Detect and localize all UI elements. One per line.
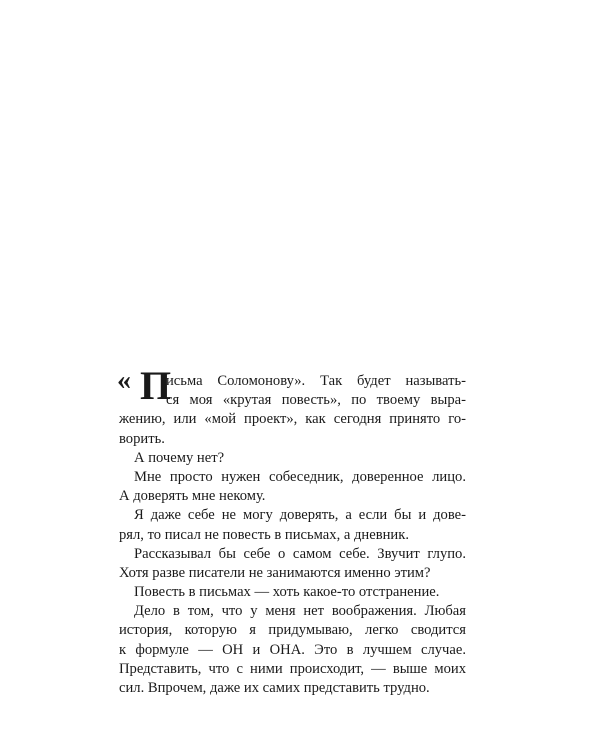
text-line: Представить, что с ними происходит, — выше моих: [119, 660, 466, 677]
text-line: рял, то писал не повесть в письмах, а дневник.: [119, 526, 409, 543]
text-line: Мне просто нужен собеседник, доверенное лицо.: [134, 468, 466, 485]
text-line: исьма Соломонову». Так будет называть-: [166, 373, 466, 389]
text-line: история, которую я придумываю, легко сводится: [119, 622, 466, 639]
text-line: Хотя разве писатели не занимаются именно этим?: [119, 564, 431, 581]
text-line: к формуле — ОН и ОНА. Это в лучшем случае.: [119, 641, 466, 658]
dropcap-letter: П: [140, 363, 172, 408]
text-line: А почему нет?: [134, 449, 225, 466]
text-line: Я даже себе не могу доверять, а если бы и дове-: [134, 507, 466, 524]
text-line: сил. Впрочем, даже их самих представить трудно.: [119, 680, 430, 696]
text-line: ся моя «крутая повесть», по твоему выра-: [166, 392, 466, 409]
text-line: А доверять мне некому.: [119, 488, 266, 505]
text-line: жению, или «мой проект», как сегодня принято го-: [119, 411, 466, 428]
text-line: Рассказывал бы себе о самом себе. Звучит глупо.: [134, 545, 466, 562]
text-line: Дело в том, что у меня нет воображения. Любая: [134, 603, 466, 620]
text-line: ворить.: [119, 430, 165, 447]
dropcap-quote-mark: «: [117, 365, 130, 396]
body-text: [117, 363, 466, 698]
text-line: Повесть в письмах — хоть какое-то отстранение.: [134, 584, 440, 601]
